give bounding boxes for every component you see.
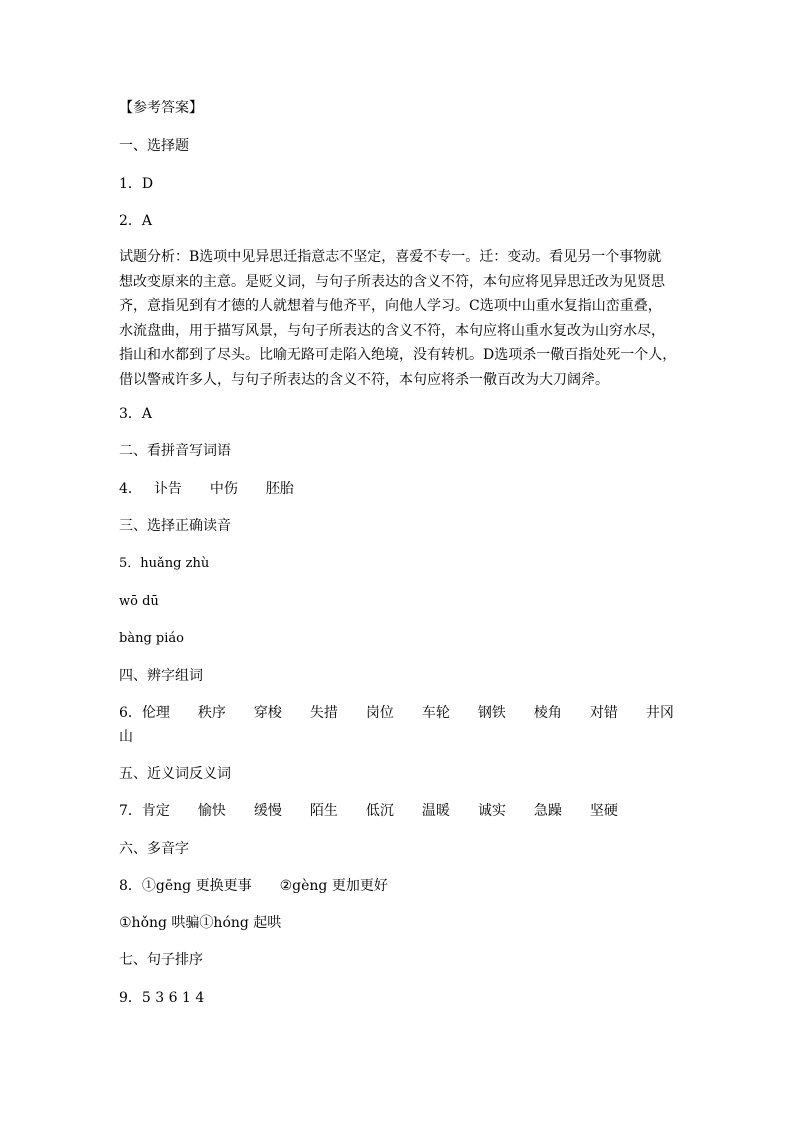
section-heading-synonyms: 五、近义词反义词 <box>119 766 231 782</box>
word: 陌生 <box>309 803 338 819</box>
analysis-line: 齐，意指见到有才德的人就想着与他齐平，向他人学习。C选项中山重水复指山峦重叠， <box>119 298 662 314</box>
section-heading-words: 四、辨字组词 <box>119 668 203 684</box>
answer-q3: 3．A <box>119 406 153 422</box>
question-number: 4． <box>119 481 142 497</box>
analysis-line: 想改变原来的主意。是贬义词，与句子所表达的含义不符，本句应将见异思迁改为见贤思 <box>119 273 665 290</box>
word: 棱角 <box>533 705 562 721</box>
word: 胚胎 <box>265 481 294 497</box>
analysis-line: 试题分析：B选项中见异思迁指意志不坚定，喜爱不专一。迁：变动。看见另一个事物就 <box>119 249 662 265</box>
answer-title: 【参考答案】 <box>119 100 203 116</box>
word: 中伤 <box>209 481 238 497</box>
answer-q9: 9．5 3 6 1 4 <box>119 990 205 1006</box>
word: 诚实 <box>477 803 506 819</box>
answer-q6-wrap: 山 <box>119 729 133 745</box>
word: 温暖 <box>421 803 450 819</box>
word: 急躁 <box>533 803 562 819</box>
section-heading-polyphone: 六、多音字 <box>119 841 189 857</box>
word: 伦理 <box>141 705 170 721</box>
section-heading-choice: 一、选择题 <box>119 138 189 154</box>
answer-q7 <box>119 802 618 820</box>
answer-q6 <box>119 704 674 722</box>
polyphone-entry: ②gèng 更加更好 <box>279 878 388 894</box>
word: 肯定 <box>141 803 170 819</box>
answer-q8-line1 <box>119 877 388 895</box>
answer-q2: 2．A <box>119 213 153 229</box>
word: 缓慢 <box>253 803 282 819</box>
word: 坚硬 <box>589 803 618 819</box>
section-heading-ordering: 七、句子排序 <box>119 952 203 968</box>
word: 对错 <box>589 705 618 721</box>
word: 井冈 <box>645 705 674 721</box>
word: 岗位 <box>365 705 394 721</box>
answer-q5-line1: 5．huǎng zhù <box>119 556 210 571</box>
word: 愉快 <box>197 803 226 819</box>
section-heading-pinyin: 二、看拼音写词语 <box>119 443 231 459</box>
word: 秩序 <box>197 705 226 721</box>
answer-q1: 1．D <box>119 176 154 192</box>
analysis-paragraph <box>119 245 679 392</box>
analysis-line: 指山和水都到了尽头。比喻无路可走陷入绝境，没有转机。D选项杀一儆百指处死一个人， <box>119 347 677 363</box>
question-number: 6． <box>119 705 142 721</box>
answer-q4 <box>119 480 294 498</box>
word: 车轮 <box>421 705 450 721</box>
answer-q5-line3: bàng piáo <box>119 631 184 646</box>
analysis-line: 水流盘曲，用于描写风景，与句子所表达的含义不符，本句应将山重水复改为山穷水尽， <box>119 322 665 339</box>
word: 钢铁 <box>477 705 506 721</box>
word: 讣告 <box>153 481 182 497</box>
word: 低沉 <box>365 803 394 819</box>
polyphone-entry: 8．①gēng 更换更事 <box>119 878 252 894</box>
analysis-line: 借以警戒许多人，与句子所表达的含义不符，本句应将杀一儆百改为大刀阔斧。 <box>119 371 609 388</box>
word: 失措 <box>309 705 338 721</box>
word: 穿梭 <box>253 705 282 721</box>
answer-q5-line2: wō dū <box>119 594 159 609</box>
section-heading-pronunciation: 三、选择正确读音 <box>119 518 231 534</box>
question-number: 7． <box>119 803 142 819</box>
answer-q8-line2: ①hǒng 哄骗①hóng 起哄 <box>119 915 282 931</box>
